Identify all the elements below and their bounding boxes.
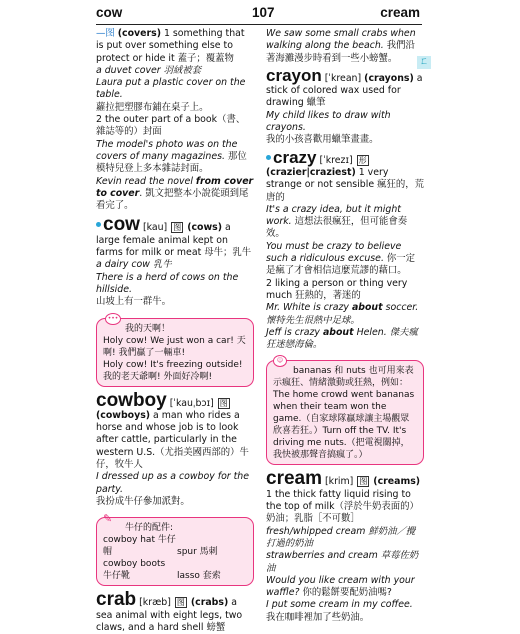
example: strawberries and cream 草莓佐奶油 [266,550,419,574]
example: I put some cream in my coffee. 我在咖啡裡加了些奶油。 [266,599,413,623]
headword: crab [96,589,137,611]
sense-2: 2 liking a person or thing very much 狂熱的，著迷的 [266,277,408,301]
guide-word-right: cream [380,5,420,20]
left-column [96,28,254,634]
headword: cream [266,468,322,490]
headword: cowboy [96,389,167,411]
example: Jeff is crazy about Helen. 傑夫瘋狂迷戀海倫。 [266,326,418,351]
entry-cow: cow [kau] 图 (cows) a large female animal kept on farms for milk or meat 母牛；乳牛 [96,214,252,259]
headword: cow [103,214,140,236]
example: The model's photo was on the covers of many magazines. 那位模特兒登上多本雜誌封面。 [96,138,247,175]
example: There is a herd of cows on the hillside. 山坡上有一群牛。 [96,271,239,308]
entry-crayon: crayon [ˈkrean] (crayons) a stick of colored wax used for drawing 蠟筆 [266,65,423,109]
entry-cream: cream [krim] 图 (creams) 1 the thick fatty liquid rising to the top of milk（浮於牛奶表面的）奶油；乳脂［不可數］ [266,468,421,525]
sense-2: 2 the outer part of a book（書、雜誌等的）封面 [96,114,246,138]
page-header [96,5,422,25]
headword: crayon [266,65,322,85]
accessories-note-bubble: ✎ 牛仔的配件: cowboy hat 牛仔帽 spur 馬刺 cowboy boots 牛仔靴 lasso 套索 [96,517,254,586]
page-number: 107 [252,5,275,20]
example: Would you like cream with your waffle? 你的鬆餅要配奶油嗎? [266,574,415,599]
example: fresh/whipped cream 鮮奶油／攪打過的奶油 [266,525,416,549]
example: a dairy cow 乳牛 [96,259,172,271]
example: Kevin read the novel from cover to cover. 凱文把整本小說從頭到尾看完了。 [96,175,254,212]
headword: crazy [273,147,317,167]
example: You must be crazy to believe such a ridiculous excuse. 你一定是瘋了才會相信這麼荒謬的藉口。 [266,240,416,277]
smiley-icon: ☺ [273,355,287,367]
example: It's a crazy idea, but it might work. 這想法很瘋狂，但可能會奏效。 [266,203,408,240]
example: My child likes to draw with crayons. 我的小孩喜歡用蠟筆畫畫。 [266,109,391,146]
usage-note-bubble: ☺ bananas 和 nuts 也可用來表示瘋狂、情緒激動或狂熱，例如：The home crowd went bananas when their team won the game.（自家球隊贏球讓主場觀眾欣喜若狂。）Turn off the TV. It's driving me nuts.（把電視關掉，我快被那聲音搞瘋了。） [266,360,424,465]
bullet-icon [96,222,101,227]
right-column [266,28,424,624]
bullet-icon [266,155,271,160]
usage-note-bubble: ••• 我的天啊！ Holy cow! We just won a car! 天啊! 我們贏了一輛車! Holy cow! It's freezing outside! 我的老天爺啊! 外面好冷啊! [96,318,254,387]
entry-cover-sense: —图 (covers) 1 something that is put over something else to protect or hide it 蓋子；覆蓋物 [96,28,245,64]
example: a duvet cover 羽絨被套 [96,64,202,76]
entry-cowboy: cowboy [ˈkauˌbɔɪ] 图 (cowboys) a man who rides a horse and whose job is to look after cattle, particularly in the western U.S.（尤指美國西部的）牛仔，牧牛人 [96,389,249,471]
guide-word-left: cow [96,5,123,20]
example: Mr. White is crazy about soccer. 懷特先生很熱中足球。 [266,302,419,326]
example: We saw some small crabs when walking along the beach. 我們沿著海灘漫步時看到一些小螃蟹。 [266,28,416,64]
speech-bubble-icon: ••• [105,313,121,325]
pencil-icon: ✎ [103,512,113,526]
entry-crab: crab [kræb] 图 (crabs) a sea animal with eight legs, two claws, and a hard shell 螃蟹 [96,589,243,633]
example: I dressed up as a cowboy for the party. 我扮成牛仔參加派對。 [96,471,250,507]
example: Laura put a plastic cover on the table. 蘿拉把塑膠布鋪在桌子上。 [96,77,246,113]
thumb-index-tab[interactable]: ㄈ [417,56,431,69]
entry-crazy: crazy [ˈkrezɪ] 形 (crazier|craziest) 1 very strange or not sensible 瘋狂的，荒唐的 [266,147,424,203]
